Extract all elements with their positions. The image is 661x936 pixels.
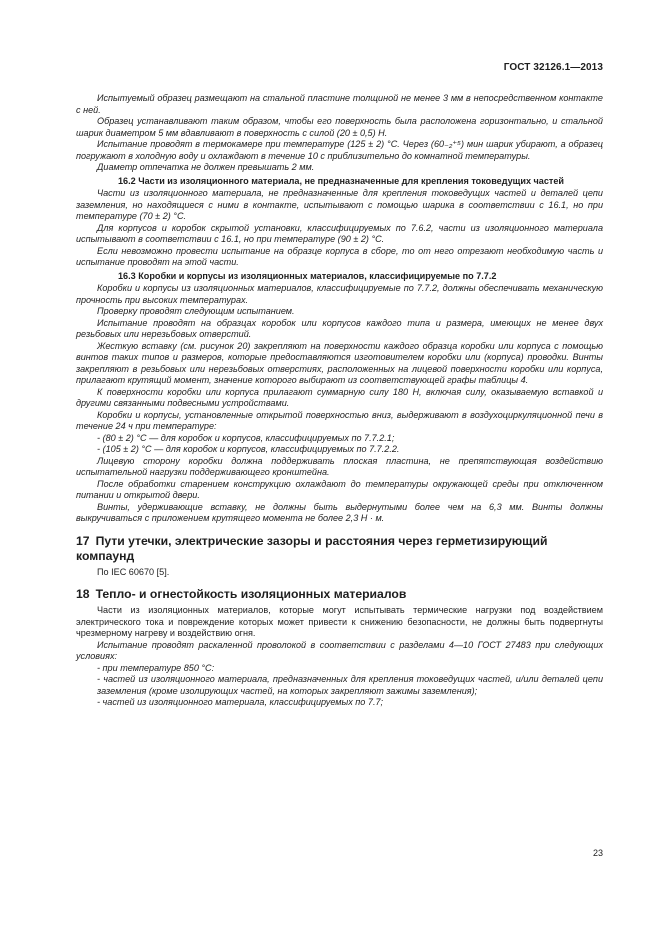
subsection-heading bbox=[76, 176, 603, 188]
paragraph: Коробки и корпусы, установленные открытой поверхностью вниз, выдерживают в воздухоциркуляционной печи в течение 24 ч при температуре: bbox=[76, 409, 603, 431]
paragraph: По IEC 60670 [5]. bbox=[97, 566, 170, 577]
standard-header: ГОСТ 32126.1—2013 bbox=[503, 62, 603, 73]
paragraph: Части из изоляционного материала, не предназначенные для крепления токоведущих частей и деталей цепи заземления, но находящиеся с ними в контакте, испытывают с помощью шарика в соответствии с 16.1, но при температуре (70 ± 2) °С. bbox=[76, 188, 603, 221]
paragraph: - частей из изоляционного материала, предназначенных для крепления токоведущих частей, и/или деталей цепи заземления (кроме изолирующих частей, на которых закрепляют зажимы заземления); bbox=[97, 674, 603, 696]
paragraph: - (80 ± 2) °С — для коробок и корпусов, классифицируемых по 7.7.2.1; bbox=[97, 432, 395, 443]
section-number: 17 bbox=[76, 533, 90, 548]
paragraph: - при температуре 850 °С: bbox=[97, 662, 215, 673]
paragraph: Испытание проводят в термокамере при температуре (125 ± 2) °С. Через (60₋₂⁺⁵) мин шарик убирают, а образец погружают в холодную воду и охлаждают в течение 10 с приблизительно до комнатной температуры. bbox=[76, 139, 603, 161]
section-heading bbox=[76, 587, 603, 602]
paragraph: Лицевую сторону коробки должна поддерживать плоская пластина, не препятствующая воздействию испытательной нагрузки поддерживающего кронштейна. bbox=[76, 455, 603, 477]
section-title: Тепло- и огнестойкость изоляционных материалов bbox=[95, 587, 407, 601]
paragraph: Жесткую вставку (см. рисунок 20) закрепляют на поверхности каждого образца коробки или корпуса с помощью винтов таких типов и размеров, которые предоставляются изготовителем коробки или (корпуса) проводки. Винты закрепляют в резьбовых или нерезьбовых отверстиях, расположенных на лицевой поверхности коробки или корпуса, прилагают крутящий момент, значение которого выбирают из соответствующей графы таблицы 4. bbox=[76, 340, 603, 385]
paragraph: Коробки и корпусы из изоляционных материалов, классифицируемые по 7.7.2, должны обеспечивать механическую прочность при высоких температурах. bbox=[76, 283, 603, 305]
paragraph: Части из изоляционных материалов, которые могут испытывать термические нагрузки под воздействием электрического тока и повреждение которых может привести к снижению безопасности, не должны быть подвергнуты чрезмерному нагреву и воздействию огня. bbox=[76, 605, 603, 638]
document-body bbox=[76, 93, 603, 709]
paragraph: Проверку проводят следующим испытанием. bbox=[97, 306, 295, 316]
section-heading bbox=[76, 534, 603, 564]
paragraph: Если невозможно провести испытание на образце корпуса в сборе, то от него отрезают необходимую часть и испытание проводят на этой части. bbox=[76, 245, 603, 267]
paragraph: Диаметр отпечатка не должен превышать 2 мм. bbox=[97, 162, 315, 172]
subsection-number: 16.3 bbox=[118, 270, 136, 281]
paragraph: - (105 ± 2) °С — для коробок и корпусов, классифицируемых по 7.7.2.2. bbox=[97, 444, 400, 454]
paragraph: Испытуемый образец размещают на стальной пластине толщиной не менее 3 мм в непосредственном контакте с ней. bbox=[76, 93, 603, 115]
paragraph: Образец устанавливают таким образом, чтобы его поверхность была расположена горизонтально, и стальной шарик диаметром 5 мм вдавливают в поверхность с силой (20 ± 0,5) Н. bbox=[76, 116, 603, 138]
subsection-title: Коробки и корпусы из изоляционных материалов, классифицируемые по 7.7.2 bbox=[138, 270, 497, 281]
paragraph: Испытание проводят на образцах коробок или корпусов каждого типа и размера, имеющих не менее двух резьбовых или нерезьбовых отверстий. bbox=[76, 317, 603, 339]
paragraph: Для корпусов и коробок скрытой установки, классифицируемых по 7.6.2, части из изоляционного материала испытывают в соответствии с 16.1, но при температуре (90 ± 2) °С. bbox=[76, 222, 603, 244]
subsection-number: 16.2 bbox=[118, 175, 136, 186]
subsection-heading bbox=[76, 271, 603, 283]
paragraph: Винты, удерживающие вставку, не должны быть выдернутыми более чем на 6,3 мм. Винты должны выкручиваться с приложением крутящего момента не более 2,3 Н · м. bbox=[76, 501, 603, 523]
subsection-title: Части из изоляционного материала, не предназначенные для крепления токоведущих частей bbox=[138, 175, 565, 186]
paragraph: - частей из изоляционного материала, классифицируемых по 7.7; bbox=[97, 697, 384, 707]
paragraph: Испытание проводят раскаленной проволокой в соответствии с разделами 4—10 ГОСТ 27483 при следующих условиях: bbox=[76, 639, 603, 661]
paragraph: После обработки старением конструкцию охлаждают до температуры окружающей среды при отключенном питании и открытой двери. bbox=[76, 478, 603, 500]
section-number: 18 bbox=[76, 587, 90, 601]
section-title: Пути утечки, электрические зазоры и расстояния через герметизирующий компаунд bbox=[76, 533, 548, 563]
paragraph: К поверхности коробки или корпуса прилагают суммарную силу 180 Н, включая силу, оказываемую вставкой и другими связанными подвесными устройствами. bbox=[76, 386, 603, 408]
page-number: 23 bbox=[592, 848, 603, 858]
